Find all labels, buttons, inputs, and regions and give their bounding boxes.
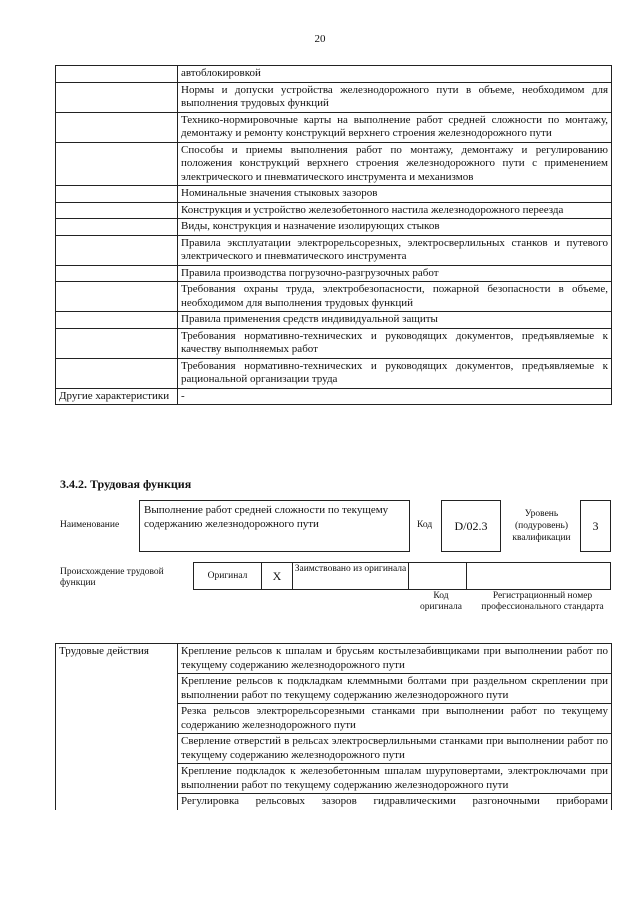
row-label <box>56 66 178 83</box>
row-text: Конструкция и устройство железобетонного настила железнодорожного переезда <box>178 202 612 219</box>
row-text: Технико-нормировочные карты на выполнение работ средней сложности по монтажу, демонтажу и ремонту конструкций верхнего строения железнодорожного пути <box>178 112 612 142</box>
table-row <box>56 282 612 312</box>
table-row <box>56 328 612 358</box>
row-text: Способы и приемы выполнения работ по монтажу, демонтажу и регулированию положения конструкций верхнего строения железнодорожного пути с применением электрического и пневматического инструмента и механизмов <box>178 142 612 186</box>
row-text: Правила эксплуатации электрорельсорезных, электросверлильных станков и путевого электрического и пневматического инструмента <box>178 235 612 265</box>
row-text: Правила производства погрузочно-разгрузочных работ <box>178 265 612 282</box>
actions-table <box>55 643 612 810</box>
table-row <box>56 235 612 265</box>
row-label <box>56 358 178 388</box>
actions-label: Трудовые действия <box>56 644 178 810</box>
row-text: Виды, конструкция и назначение изолирующих стыков <box>178 219 612 236</box>
row-label <box>56 312 178 329</box>
section-title: 3.4.2. Трудовая функция <box>60 477 192 491</box>
table-row <box>56 312 612 329</box>
origin-row <box>193 562 611 590</box>
row-label <box>56 186 178 203</box>
page-number: 20 <box>314 33 326 45</box>
action-text: Регулировка рельсовых зазоров гидравлическими разгоночными приборами <box>178 794 612 810</box>
function-code-value: D/02.3 <box>441 500 501 552</box>
row-label <box>56 282 178 312</box>
name-label: Наименование <box>60 520 120 530</box>
reg-caption: Регистрационный номер профессионального стандарта <box>481 591 604 612</box>
action-text: Резка рельсов электрорельсорезными станками при выполнении работ по текущему содержанию железнодорожного пути <box>178 704 612 734</box>
table-row <box>56 219 612 236</box>
origin-mark: X <box>262 563 293 589</box>
action-text: Сверление отверстий в рельсах электросверлильными станками при выполнении работ по текущему содержанию железнодорожного пути <box>178 734 612 764</box>
row-text: - <box>178 388 612 405</box>
knowledge-table <box>55 65 612 405</box>
row-text: Требования охраны труда, электробезопасности, пожарной безопасности в объеме, необходимом для выполнения трудовых функций <box>178 282 612 312</box>
row-label <box>56 265 178 282</box>
origin-borrowed: Заимствовано из оригинала <box>293 563 409 589</box>
table-row <box>56 186 612 203</box>
row-text: Требования нормативно-технических и руководящих документов, предъявляемые к рациональной организации труда <box>178 358 612 388</box>
level-value: 3 <box>580 500 611 552</box>
table-row <box>56 202 612 219</box>
origin-reg-cell <box>467 563 610 589</box>
table-row <box>56 82 612 112</box>
row-label <box>56 235 178 265</box>
action-text: Крепление рельсов к подкладкам клеммными болтами при раздельном скреплении при выполнении работ по текущему содержанию железнодорожного пути <box>178 674 612 704</box>
row-text: автоблокировкой <box>178 66 612 83</box>
row-label <box>56 202 178 219</box>
origin-code-cell <box>409 563 467 589</box>
row-label <box>56 328 178 358</box>
row-label <box>56 219 178 236</box>
row-label <box>56 112 178 142</box>
code-caption: Код оригинала <box>420 591 462 612</box>
row-text: Правила применения средств индивидуальной защиты <box>178 312 612 329</box>
table-row <box>56 388 612 405</box>
row-label <box>56 82 178 112</box>
row-label <box>56 142 178 186</box>
row-text: Номинальные значения стыковых зазоров <box>178 186 612 203</box>
table-row <box>56 644 612 674</box>
table-row <box>56 142 612 186</box>
action-text: Крепление рельсов к шпалам и брусьям костылезабивщиками при выполнении работ по текущему содержанию железнодорожного пути <box>178 644 612 674</box>
row-text: Нормы и допуски устройства железнодорожного пути в объеме, необходимом для выполнения трудовых функций <box>178 82 612 112</box>
action-text: Крепление подкладок к железобетонным шпалам шуруповертами, электроключами при выполнении работ по текущему содержанию железнодорожного пути <box>178 764 612 794</box>
table-row <box>56 265 612 282</box>
level-label: Уровень (подуровень) квалификации <box>512 509 571 543</box>
origin-original: Оригинал <box>194 563 262 589</box>
table-row <box>56 112 612 142</box>
origin-label: Происхождение трудовой функции <box>60 567 164 588</box>
row-label: Другие характеристики <box>56 388 178 405</box>
row-text: Требования нормативно-технических и руководящих документов, предъявляемые к качеству выполняемых работ <box>178 328 612 358</box>
table-row <box>56 66 612 83</box>
function-name-value: Выполнение работ средней сложности по текущему содержанию железнодорожного пути <box>139 500 410 552</box>
code-label: Код <box>417 520 433 530</box>
table-row <box>56 358 612 388</box>
